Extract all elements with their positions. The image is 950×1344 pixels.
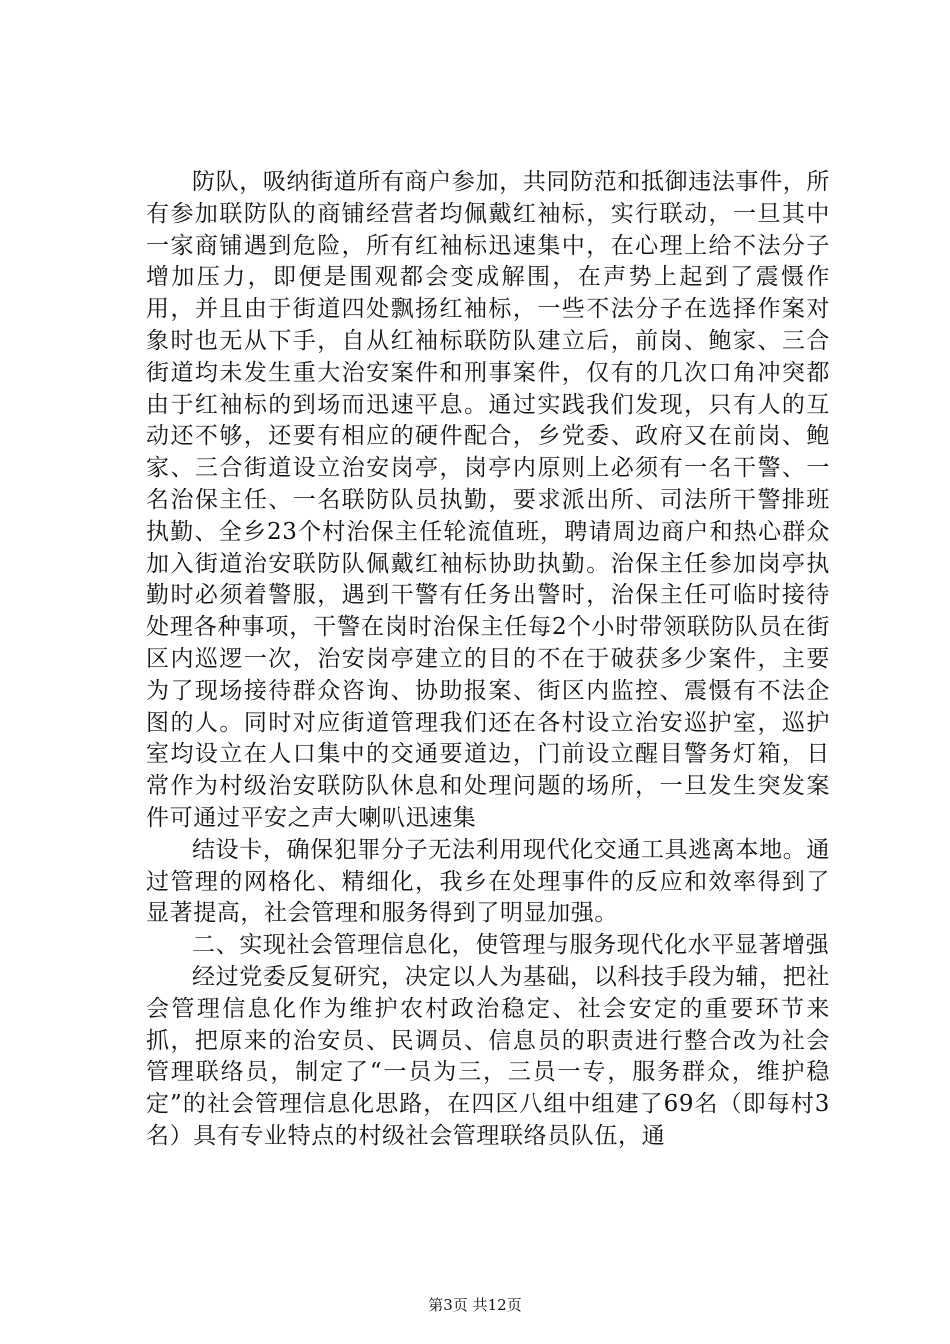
paragraph-2: 结设卡，确保犯罪分子无法利用现代化交通工具逃离本地。通过管理的网格化、精细化，我乡在处理事件的反应和效率得到了显著提高，社会管理和服务得到了明显加强。 bbox=[146, 836, 830, 927]
body-text bbox=[146, 167, 830, 1153]
section-heading: 二、实现社会管理信息化，使管理与服务现代化水平显著增强 bbox=[192, 932, 830, 959]
page-number-footer: 第3页 共12页 bbox=[428, 1296, 522, 1314]
paragraph-1: 防队，吸纳街道所有商户参加，共同防范和抵御违法事件，所有参加联防队的商铺经营者均佩戴红袖标，实行联动，一旦其中一家商铺遇到危险，所有红袖标迅速集中，在心理上给不法分子增加压力，即便是围观都会变成解围，在声势上起到了震慑作用，并且由于街道四处飘扬红袖标，一些不法分子在选择作案对象时也无从下手，自从红袖标联防队建立后，前岗、鲍家、三合街道均未发生重大治安案件和刑事案件，仅有的几次口角冲突都由于红袖标的到场而迅速平息。通过实践我们发现，只有人的互动还不够，还要有相应的硬件配合，乡党委、政府又在前岗、鲍家、三合街道设立治安岗亭，岗亭内原则上必须有一名干警、一名治保主任、一名联防队员执勤，要求派出所、司法所干警排班执勤、全乡23个村治保主任轮流值班，聘请周边商户和热心群众加入街道治安联防队佩戴红袖标协助执勤。治保主任参加岗亭执勤时必须着警服，遇到干警有任务出警时，治保主任可临时接待处理各种事项，干警在岗时治保主任每2个小时带领联防队员在街区内巡逻一次，治安岗亭建立的目的不在于破获多少案件，主要为了现场接待群众咨询、协助报案、街区内监控、震慑有不法企图的人。同时对应街道管理我们还在各村设立治安巡护室，巡护室均设立在人口集中的交通要道边，门前设立醒目警务灯箱，日常作为村级治安联防队休息和处理问题的场所，一旦发生突发案件可通过平安之声大喇叭迅速集 bbox=[146, 169, 830, 831]
paragraph-3: 经过党委反复研究，决定以人为基础，以科技手段为辅，把社会管理信息化作为维护农村政治稳定、社会安定的重要环节来抓，把原来的治安员、民调员、信息员的职责进行整合改为社会管理联络员，制定了“一员为三，三员一专，服务群众，维护稳定”的社会管理信息化思路，在四区八组中组建了69名（即每村3名）具有专业特点的村级社会管理联络员队伍，通 bbox=[146, 963, 830, 1149]
